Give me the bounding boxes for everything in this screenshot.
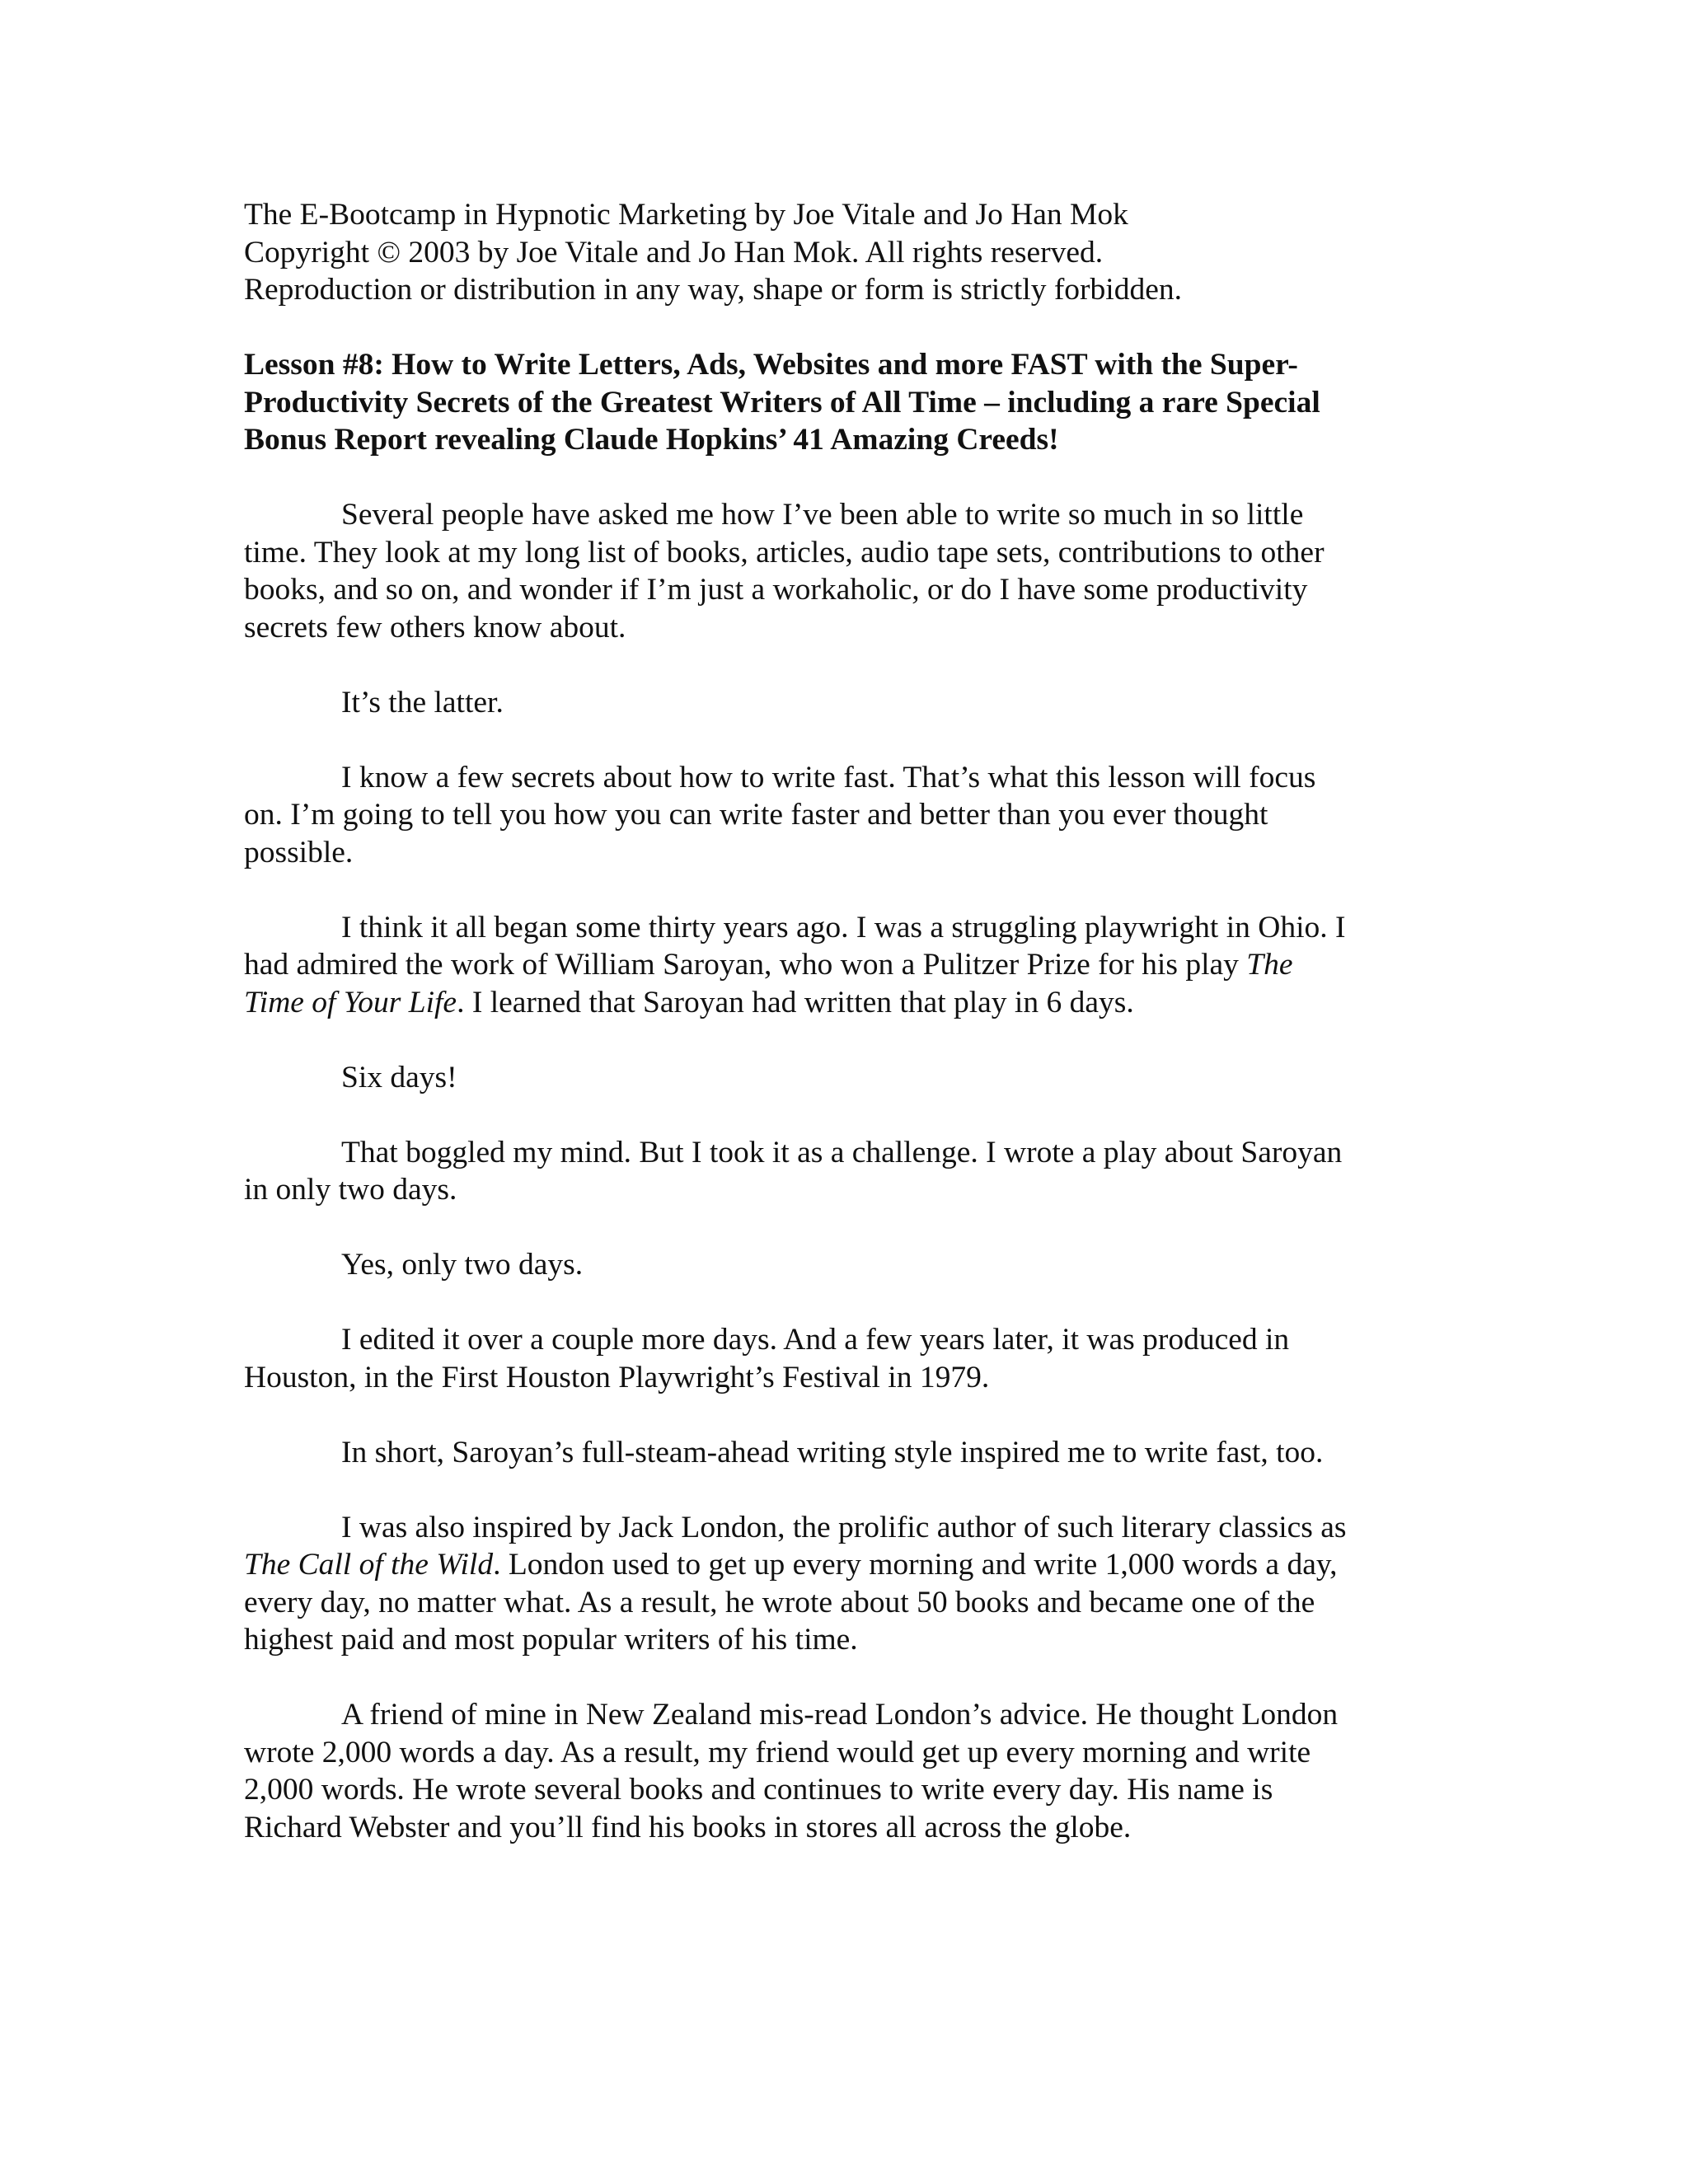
body-paragraph [244, 1134, 1456, 1209]
paragraph-line: In short, Saroyan’s full-steam-ahead writing style inspired me to write fast, too. [341, 1435, 1324, 1469]
paragraph-line: every day, no matter what. As a result, he wrote about 50 books and became one of the [244, 1585, 1315, 1619]
paragraph-line: Houston, in the First Houston Playwright’s Festival in 1979. [244, 1360, 990, 1394]
paragraph-line: wrote 2,000 words a day. As a result, my friend would get up every morning and write [244, 1735, 1311, 1769]
paragraph-line: books, and so on, and wonder if I’m just a workaholic, or do I have some productivity [244, 573, 1308, 607]
paragraph-line [244, 1546, 1456, 1584]
paragraph-line: in only two days. [244, 1173, 457, 1207]
lesson-title-line: Productivity Secrets of the Greatest Writers of All Time – including a rare Special [244, 385, 1320, 419]
line-text: . London used to get up every morning and write 1,000 words a day, [493, 1548, 1338, 1582]
paragraph-line: It’s the latter. [341, 685, 504, 719]
body-paragraph [244, 909, 1456, 1022]
paragraph-line: time. They look at my long list of books, articles, audio tape sets, contributions to other [244, 535, 1325, 569]
body-paragraph [244, 1696, 1456, 1846]
paragraph-line: 2,000 words. He wrote several books and continues to write every day. His name is [244, 1773, 1273, 1807]
paragraph-line: I was also inspired by Jack London, the prolific author of such literary classics as [341, 1510, 1347, 1544]
body-paragraph [244, 1509, 1456, 1659]
paragraph-line [244, 946, 1456, 984]
line-text: . I learned that Saroyan had written that play in 6 days. [457, 985, 1134, 1019]
body-paragraph [244, 759, 1456, 872]
paragraph-line: Six days! [341, 1060, 457, 1094]
paragraph-line [244, 984, 1456, 1022]
reproduction-notice-line: Reproduction or distribution in any way, shape or form is strictly forbidden. [244, 273, 1182, 307]
paragraph-line: I think it all began some thirty years ago. I was a struggling playwright in Ohio. I [341, 910, 1346, 944]
paragraph-line: A friend of mine in New Zealand mis-read London’s advice. He thought London [341, 1698, 1339, 1732]
paragraph-line: Yes, only two days. [341, 1248, 584, 1282]
paragraph-line: I edited it over a couple more days. And a few years later, it was produced in [341, 1323, 1290, 1357]
paragraph-line: Richard Webster and you’ll find his books in stores all across the globe. [244, 1810, 1132, 1844]
body-paragraph [244, 1059, 1456, 1097]
paragraph-line: That boggled my mind. But I took it as a challenge. I wrote a play about Saroyan [341, 1135, 1343, 1169]
paragraph-line: on. I’m going to tell you how you can write faster and better than you ever thought [244, 798, 1268, 832]
book-title-italic: The Call of the Wild [244, 1548, 494, 1582]
body-paragraph [244, 684, 1456, 722]
play-title-italic: The [1246, 948, 1293, 982]
copyright-line: Copyright © 2003 by Joe Vitale and Jo Han Mok. All rights reserved. [244, 235, 1104, 269]
document-page [244, 196, 1456, 1846]
lesson-title-line: Lesson #8: How to Write Letters, Ads, Websites and more FAST with the Super- [244, 348, 1298, 382]
paragraph-line: secrets few others know about. [244, 610, 626, 644]
lesson-title-line: Bonus Report revealing Claude Hopkins’ 41 Amazing Creeds! [244, 423, 1059, 457]
body-paragraph [244, 1434, 1456, 1472]
line-text: had admired the work of William Saroyan, who won a Pulitzer Prize for his play [244, 948, 1247, 982]
copyright-header [244, 196, 1456, 309]
lesson-title [244, 346, 1456, 459]
paragraph-line: highest paid and most popular writers of his time. [244, 1623, 858, 1657]
body-paragraph [244, 496, 1456, 646]
header-title-line: The E-Bootcamp in Hypnotic Marketing by Joe Vitale and Jo Han Mok [244, 198, 1128, 232]
play-title-italic: Time of Your Life [244, 985, 457, 1019]
paragraph-line: Several people have asked me how I’ve been able to write so much in so little [341, 498, 1304, 532]
paragraph-line: possible. [244, 835, 354, 869]
body-paragraph [244, 1321, 1456, 1396]
paragraph-line: I know a few secrets about how to write fast. That’s what this lesson will focus [341, 760, 1316, 794]
body-paragraph [244, 1246, 1456, 1284]
